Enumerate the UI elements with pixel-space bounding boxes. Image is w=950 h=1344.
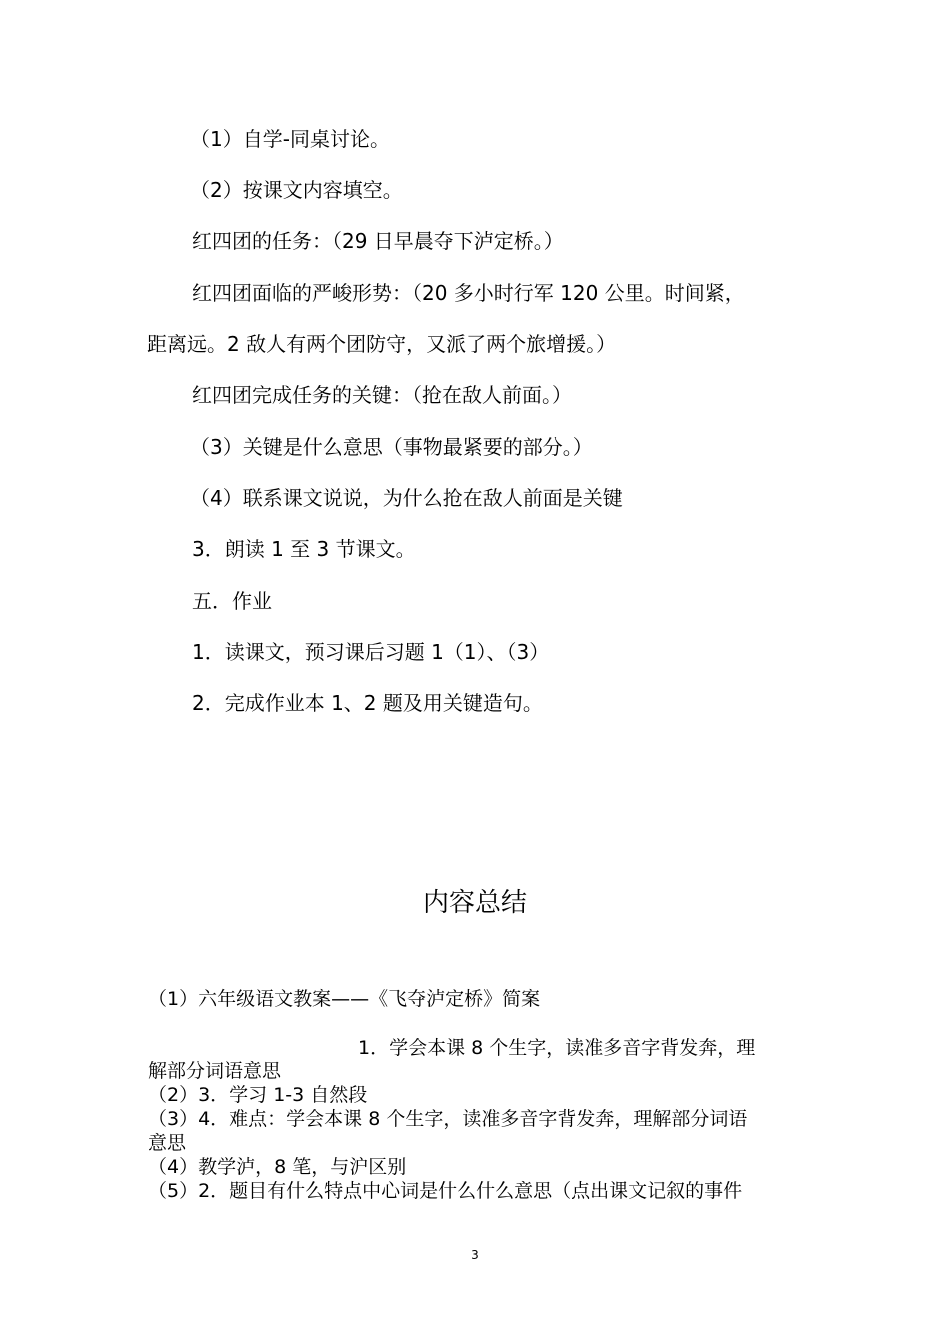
body-line-4: 红四团面临的严峻形势：（20 多小时行军 120 公里。时间紧， (192, 281, 745, 305)
body-line-9: 3．朗读 1 至 3 节课文。 (192, 537, 416, 561)
body-line-6: 红四团完成任务的关键：（抢在敌人前面。） (192, 383, 572, 407)
body-line-8: （4）联系课文说说，为什么抢在敌人前面是关键 (190, 486, 623, 510)
summary-line-4: （2）3．学习 1-3 自然段 (148, 1084, 368, 1106)
body-line-3: 红四团的任务：（29 日早晨夺下泸定桥。） (192, 229, 564, 253)
summary-line-5: （3）4．难点：学会本课 8 个生字，读准多音字背发奔，理解部分词语 (148, 1108, 748, 1130)
summary-line-7: （4）教学泸，8 笔，与沪区别 (148, 1156, 407, 1178)
body-line-11: 1．读课文，预习课后习题 1（1）、（3） (192, 640, 550, 664)
summary-line-3: 解部分词语意思 (148, 1060, 282, 1082)
body-line-2: （2）按课文内容填空。 (190, 178, 403, 202)
summary-line-6: 意思 (148, 1132, 187, 1154)
homework-heading: 五．作业 (192, 589, 272, 613)
summary-line-1: （1）六年级语文教案——《飞夺泸定桥》简案 (148, 988, 541, 1010)
page-number: 3 (471, 1248, 479, 1262)
body-line-5: 距离远。2 敌人有两个团防守，又派了两个旅增援。） (147, 332, 617, 356)
summary-line-2: 1．学会本课 8 个生字，读准多音字背发奔，理 (358, 1037, 756, 1059)
body-line-1: （1）自学-同桌讨论。 (190, 127, 390, 151)
summary-title: 内容总结 (422, 888, 527, 918)
body-line-7: （3）关键是什么意思（事物最紧要的部分。） (190, 435, 593, 459)
body-line-12: 2．完成作业本 1、2 题及用关键造句。 (192, 691, 543, 715)
summary-line-8: （5）2．题目有什么特点中心词是什么什么意思（点出课文记叙的事件 (148, 1180, 743, 1202)
